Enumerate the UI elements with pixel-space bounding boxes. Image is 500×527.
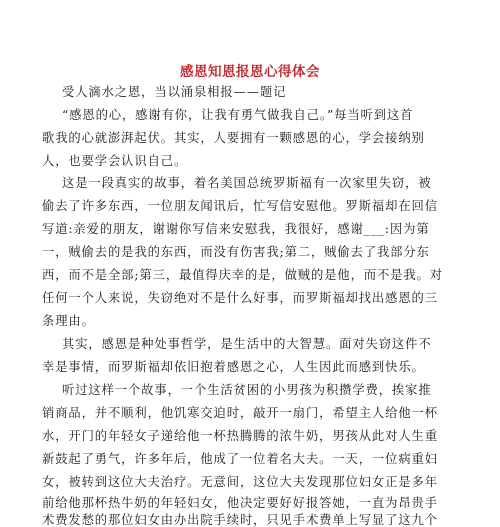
paragraph-4-line-2: 销商品，并不顺利，他饥寒交迫时，敲开一扇门，希望主人给他一杯 — [42, 406, 438, 420]
paragraph-2-line-4: 一，贼偷去的是我的东西，而没有伤害我;第二，贼偷去了我部分东 — [42, 245, 430, 259]
epigraph-line: 受人滴水之恩，当以涌泉相报——题记 — [62, 85, 287, 99]
paragraph-4-line-1: 听过这样一个故事，一个生活贫困的小男孩为积攒学费，挨家推 — [62, 383, 432, 397]
paragraph-2-line-1: 这是一段真实的故事，着名美国总统罗斯福有一次家里失窃，被 — [62, 176, 432, 190]
paragraph-4-line-3: 水，开门的年轻女子递给他一杯热腾腾的浓牛奶，男孩从此对人生重 — [42, 429, 438, 443]
document-title: 感恩知恩报恩心得体会 — [180, 64, 320, 80]
paragraph-3-line-1: 其实，感恩是种处事哲学，是生活中的大智慧。面对失窃这件不 — [62, 337, 432, 351]
paragraph-4-line-5: 女，被转到这位大夫治疗。无意间，这位大夫发现那位妇女正是多年 — [42, 475, 438, 489]
paragraph-1-line-3: 人，也要学会认识自己。 — [42, 154, 188, 168]
paragraph-2-line-2: 偷去了许多东西，一位朋友闻讯后，忙写信安慰他。罗斯福却在回信 — [42, 199, 438, 213]
paragraph-3-line-2: 幸是事情，而罗斯福却依旧抱着感恩之心，人生因此而感到快乐。 — [42, 360, 425, 374]
paragraph-4-line-4: 新鼓起了勇气，许多年后，他成了一位着名大夫。一天，一位病重妇 — [42, 452, 438, 466]
paragraph-2-line-6: 任何一个人来说，失窃绝对不是什么好事，而罗斯福却找出感恩的三 — [42, 291, 438, 305]
paragraph-1-line-2: 歌我的心就澎湃起伏。其实，人要拥有一颗感恩的心，学会接纳别 — [42, 131, 425, 145]
paragraph-1-line-1: “感恩的心，感谢有你，让我有勇气做我自己。”每当听到这首 — [62, 108, 414, 122]
paragraph-4-line-6: 前给他那杯热牛奶的年轻妇女，他决定要好好报答她，一直为昂贵手 — [42, 496, 438, 510]
paragraph-2-line-3: 写道:亲爱的朋友，谢谢你写信来安慰我，我很好，感谢___:因为第 — [42, 222, 430, 236]
paragraph-2-line-7: 条理由。 — [42, 314, 95, 328]
paragraph-4-line-7: 术费发愁的那位妇女由办出院手续时，只见手术费单上写显了这九个 — [42, 513, 438, 527]
paragraph-2-line-5: 西，而不是全部;第三，最值得庆幸的是，做贼的是他，而不是我。对 — [42, 268, 443, 282]
